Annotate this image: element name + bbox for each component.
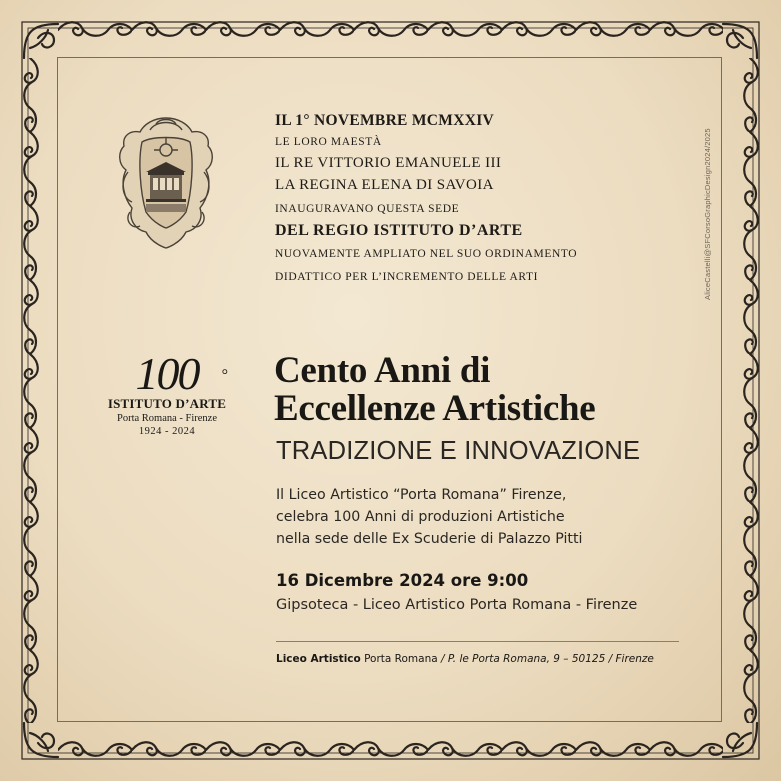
event-date: 16 Dicembre 2024 ore 9:00: [276, 571, 529, 590]
headline-line-2: Eccellenze Artistiche: [274, 388, 596, 429]
footer-school-name: Liceo Artistico: [276, 653, 361, 665]
coat-of-arms-icon: [110, 112, 222, 254]
plaque-line: INAUGURAVANO QUESTA SEDE: [275, 203, 460, 215]
anniversary-logo: [96, 350, 238, 439]
plaque-line: LE LORO MAESTÀ: [275, 136, 382, 148]
logo-degree: °: [221, 367, 226, 384]
description-line: celebra 100 Anni di produzioni Artistiche: [276, 509, 565, 525]
headline-line-1: Cento Anni di: [274, 350, 491, 391]
description-line: Il Liceo Artistico “Porta Romana” Firenze,: [276, 487, 567, 503]
plaque-line: NUOVAMENTE AMPLIATO NEL SUO ORDINAMENTO: [275, 248, 578, 260]
headline: [274, 352, 595, 428]
logo-location: Porta Romana - Firenze: [116, 413, 217, 424]
footer-street-address: / P. le Porta Romana, 9 – 50125 / Firenze: [441, 653, 654, 665]
divider: [276, 641, 679, 642]
event-venue: Gipsoteca - Liceo Artistico Porta Romana - Firenze: [276, 597, 638, 613]
designer-credit: AliceCastelli@SFCorsoGraphicDesign2024/2025: [703, 128, 712, 300]
plaque-line: DIDATTICO PER L’INCREMENTO DELLE ARTI: [275, 271, 538, 283]
logo-years: 1924 - 2024: [138, 426, 196, 437]
footer-school-place: Porta Romana: [364, 653, 438, 665]
logo-number: 100: [135, 348, 199, 399]
plaque-queen: LA REGINA ELENA DI SAVOIA: [275, 177, 494, 193]
subtitle: TRADIZIONE E INNOVAZIONE: [276, 437, 641, 465]
plaque-king: IL RE VITTORIO EMANUELE III: [275, 155, 502, 171]
logo-institute-name: ISTITUTO D’ARTE: [107, 396, 227, 411]
plaque-date: IL 1° NOVEMBRE MCMXXIV: [275, 112, 495, 129]
description-line: nella sede delle Ex Scuderie di Palazzo Pitti: [276, 531, 583, 547]
description: [276, 484, 583, 550]
footer-address: [276, 653, 654, 665]
commemorative-plaque-text: [275, 110, 577, 287]
plaque-institute: DEL REGIO ISTITUTO D’ARTE: [275, 222, 523, 239]
